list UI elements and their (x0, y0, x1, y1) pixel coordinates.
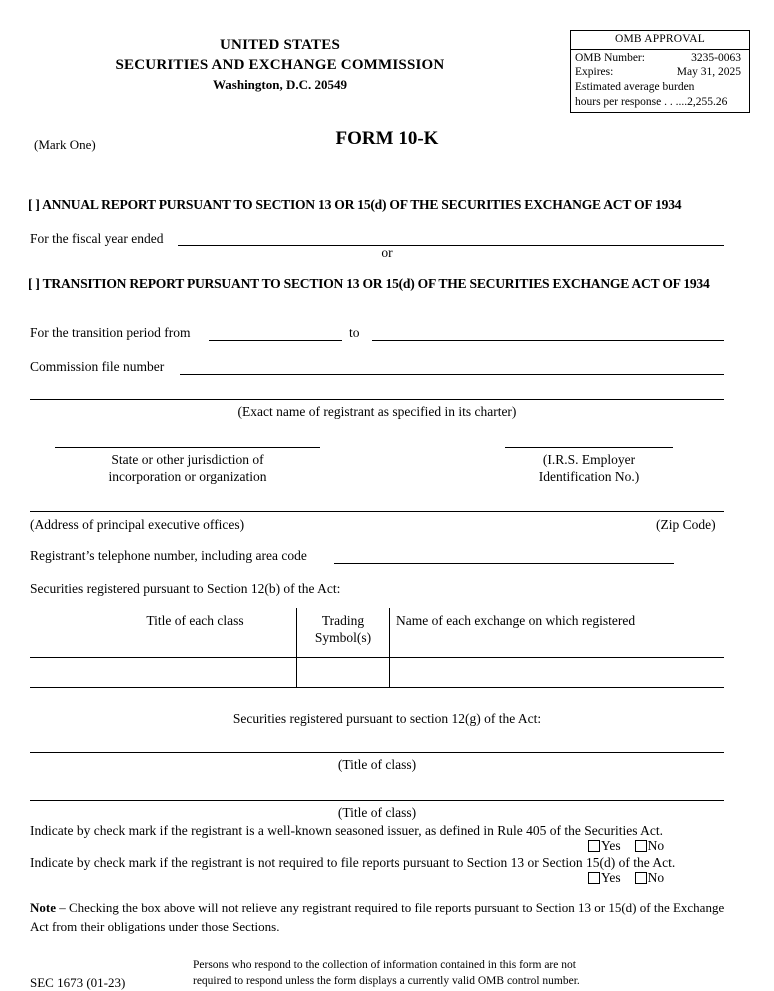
checkmark-answers-1 (588, 838, 678, 854)
wksi-no-checkbox[interactable] (635, 840, 647, 852)
transition-report-heading[interactable]: [ ] TRANSITION REPORT PURSUANT TO SECTION 13 OR 15(d) OF THE SECURITIES EXCHANGE ACT OF 1934 (28, 276, 710, 291)
transition-period-label: For the transition period from (30, 325, 191, 340)
omb-expires-value: May 31, 2025 (676, 66, 741, 79)
wksi-yes-checkbox[interactable] (588, 840, 600, 852)
omb-burden-line-1: Estimated average burden (575, 81, 695, 94)
table-header-title-of-class: Title of each class (146, 613, 244, 628)
not-required-no-label: No (647, 870, 665, 885)
wksi-no-label: No (647, 838, 665, 853)
table-cell-trading-symbol[interactable] (297, 658, 389, 687)
or-separator: or (381, 245, 393, 260)
not-required-no-checkbox[interactable] (635, 872, 647, 884)
zip-code-caption: (Zip Code) (656, 517, 716, 532)
note-text: – Checking the box above will not relieve any registrant required to file reports pursuant to Section 13 or 15(d) of the Exchange Act from their obligations under those Sections. (30, 900, 725, 934)
checkmark-question-1: Indicate by check mark if the registrant is a well-known seasoned issuer, as defined in Rule 405 of the Securities Act. (30, 823, 664, 838)
transition-period-to-input[interactable] (372, 340, 724, 341)
agency-line-sec: SECURITIES AND EXCHANGE COMMISSION (115, 57, 445, 73)
table-header-trading-symbol-line-2: Symbol(s) (314, 630, 372, 645)
agency-line-address: Washington, D.C. 20549 (213, 77, 347, 92)
title-of-class-input-1[interactable] (30, 752, 724, 753)
note-prefix: Note (30, 900, 56, 915)
securities-12b-label: Securities registered pursuant to Section 12(b) of the Act: (30, 581, 341, 596)
omb-number-row (575, 51, 745, 66)
not-required-yes-label: Yes (601, 870, 621, 885)
irs-employer-id-input[interactable] (505, 447, 673, 448)
securities-12g-label: Securities registered pursuant to section 12(g) of the Act: (232, 711, 542, 726)
title-of-class-caption-2: (Title of class) (337, 805, 417, 820)
title-of-class-caption-1: (Title of class) (337, 757, 417, 772)
table-header-exchange: Name of each exchange on which registered (396, 613, 636, 628)
omb-approval-box (570, 30, 750, 113)
agency-line-united-states: UNITED STATES (220, 37, 340, 53)
mark-one-label: (Mark One) (34, 137, 96, 152)
state-jurisdiction-caption-line-1: State or other jurisdiction of (111, 452, 264, 467)
fiscal-year-ended-label: For the fiscal year ended (30, 231, 164, 246)
table-row-bottom-rule (30, 687, 724, 688)
annual-report-heading[interactable]: [ ] ANNUAL REPORT PURSUANT TO SECTION 13 OR 15(d) OF THE SECURITIES EXCHANGE ACT OF 1934 (28, 197, 682, 212)
page-title: FORM 10-K (335, 128, 439, 149)
paperwork-notice-line-1: Persons who respond to the collection of information contained in this form are not (193, 959, 576, 971)
table-header-trading-symbol-line-1: Trading (321, 613, 365, 628)
address-input[interactable] (30, 511, 724, 512)
omb-approval-title: OMB APPROVAL (571, 31, 749, 50)
note-paragraph (30, 899, 744, 937)
registrant-name-input[interactable] (30, 399, 724, 400)
paperwork-reduction-notice (193, 958, 633, 989)
omb-number-label: OMB Number: (575, 51, 645, 64)
irs-employer-id-caption-line-1: (I.R.S. Employer (542, 452, 636, 467)
table-cell-exchange[interactable] (390, 658, 724, 687)
telephone-label: Registrant’s telephone number, including area code (30, 548, 307, 563)
irs-employer-id-caption-line-2: Identification No.) (538, 469, 640, 484)
not-required-yes-checkbox[interactable] (588, 872, 600, 884)
address-caption: (Address of principal executive offices) (30, 517, 245, 532)
sec-form-number: SEC 1673 (01-23) (30, 975, 126, 990)
title-of-class-input-2[interactable] (30, 800, 724, 801)
wksi-yes-label: Yes (601, 838, 621, 853)
commission-file-number-label: Commission file number (30, 359, 165, 374)
telephone-input[interactable] (334, 563, 674, 564)
transition-period-from-input[interactable] (209, 340, 342, 341)
omb-expires-row (575, 65, 745, 80)
paperwork-notice-line-2: required to respond unless the form displays a currently valid OMB control number. (193, 974, 580, 987)
state-jurisdiction-input[interactable] (55, 447, 320, 448)
checkmark-question-2: Indicate by check mark if the registrant is not required to file reports pursuant to Section 13 or Section 15(d) of the Act. (30, 855, 676, 870)
checkmark-answers-2 (588, 870, 678, 886)
omb-number-value: 3235-0063 (691, 51, 741, 64)
state-jurisdiction-caption-line-2: incorporation or organization (108, 469, 267, 484)
commission-file-number-input[interactable] (180, 374, 724, 375)
omb-expires-label: Expires: (575, 66, 614, 79)
omb-approval-body (571, 50, 749, 112)
registrant-name-caption: (Exact name of registrant as specified in its charter) (237, 404, 517, 419)
table-row[interactable] (30, 658, 296, 687)
omb-burden-line-2: hours per response . . ....2,255.26 (575, 95, 728, 108)
transition-period-to-label: to (349, 325, 360, 340)
